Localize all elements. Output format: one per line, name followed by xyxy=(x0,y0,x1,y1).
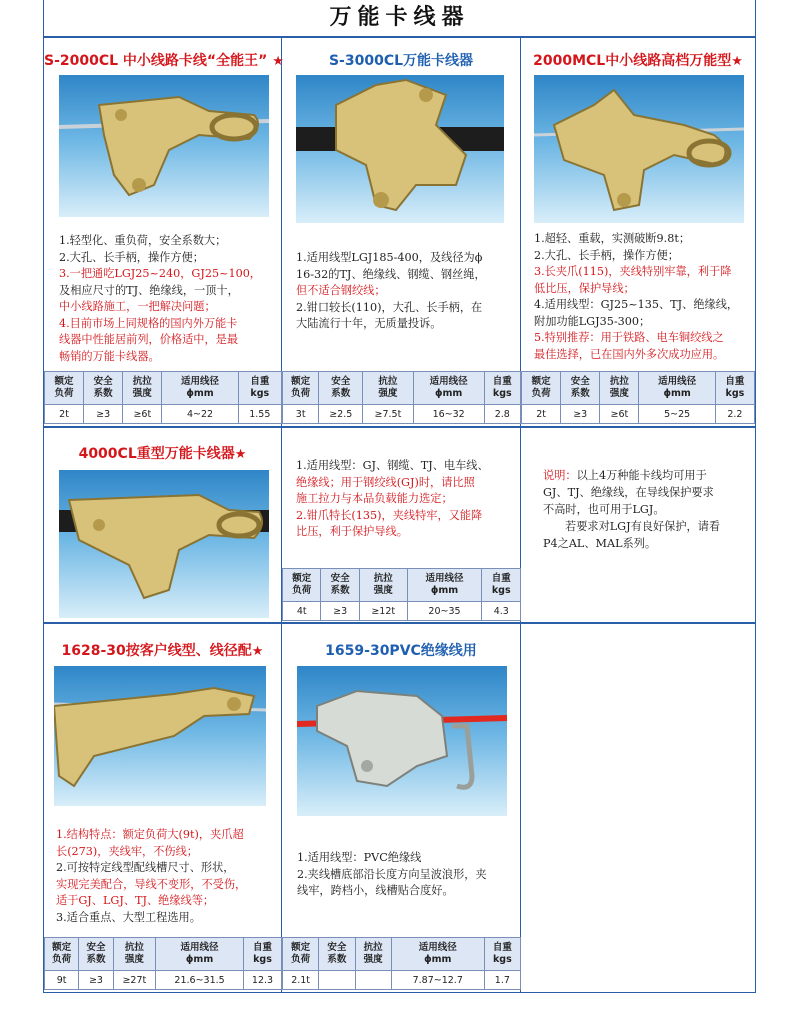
text-label: 若要求对LGJ有良好保护，请看 xyxy=(565,520,721,533)
product-description xyxy=(296,250,511,333)
spec-table xyxy=(44,937,282,990)
product-card xyxy=(44,38,284,426)
text-label: 安全 系数 xyxy=(319,372,363,405)
product-title xyxy=(44,640,281,660)
note-block xyxy=(543,467,748,552)
text-label: 安全 系数 xyxy=(561,372,600,405)
text-label: 4t xyxy=(283,602,321,621)
text-label: 适用线径 ϕmm xyxy=(156,938,244,971)
text-label: ≥2.5 xyxy=(319,405,363,424)
text-label: 3.长夹爪(115)，夹线特别牢靠，利于降 xyxy=(534,265,732,278)
text-label: 抗拉 强度 xyxy=(355,938,391,971)
text-label: 适用线径 ϕmm xyxy=(413,372,484,405)
product-photo xyxy=(297,666,507,816)
text-label: 畅销的万能卡线器。 xyxy=(59,349,160,363)
product-title xyxy=(44,443,281,463)
text-label: ≥3 xyxy=(321,602,359,621)
text-label: 自重 kgs xyxy=(484,938,520,971)
product-title xyxy=(44,50,284,70)
text-label: 及相应尺寸的TJ、绝缘线，一顶十， xyxy=(59,283,239,297)
text-label: 1.55 xyxy=(238,405,281,424)
text-label: 7.87~12.7 xyxy=(391,971,484,990)
text-label: 抗拉 强度 xyxy=(600,372,639,405)
product-photo xyxy=(59,470,269,618)
text-label: ≥3 xyxy=(79,971,113,990)
text-label: 2t xyxy=(522,405,561,424)
text-label: 3.适合重点、大型工程选用。 xyxy=(56,910,201,924)
text-label: 中小线路施工，一把解决问题； xyxy=(59,300,216,313)
text-label: 最佳选择，已在国内外多次成功应用。 xyxy=(534,347,725,361)
text-label: 1.超轻、重载，实测破断9.8t； xyxy=(534,232,691,245)
text-label: 2.钳爪特长(135)，夹线特牢，又能降 xyxy=(296,508,483,522)
text-label: 额定 负荷 xyxy=(283,938,319,971)
spec-table xyxy=(282,937,521,990)
text-label: 2.可按特定线型配线槽尺寸、形状， xyxy=(56,861,235,874)
text-label: 抗拉 强度 xyxy=(123,372,162,405)
text-label: 安全 系数 xyxy=(321,569,359,602)
text-label: 4~22 xyxy=(162,405,238,424)
text-label: 20~35 xyxy=(407,602,482,621)
text-label: 1628-30按客户线型、线径配 xyxy=(61,643,252,659)
product-photo xyxy=(54,666,266,806)
text-label: 适用线径 ϕmm xyxy=(407,569,482,602)
product-card xyxy=(44,428,281,622)
text-label: S-2000CL 中小线路卡线“全能王” xyxy=(44,53,268,69)
text-label: 4.3 xyxy=(482,602,521,621)
text-label: 2.8 xyxy=(484,405,520,424)
text-label: 4.目前市场上同规格的国内外万能卡 xyxy=(59,316,238,330)
spec-table xyxy=(44,371,282,424)
text-label: 21.6~31.5 xyxy=(156,971,244,990)
text-label: 2.夹线槽底部沿长度方向呈波浪形，夹 xyxy=(297,867,487,881)
catalog-frame xyxy=(43,0,756,992)
text-label: 1.适用线型：GJ、钢缆、TJ、电车线、 xyxy=(296,459,489,472)
text-label: 1.7 xyxy=(484,971,520,990)
product-title: 1659-30PVC绝缘线用 xyxy=(325,643,477,659)
text-label: 以上4万种能卡线均可用于 xyxy=(576,469,707,482)
text-label: 低比压，保护导线； xyxy=(534,281,635,295)
text-label: 2.大孔、长手柄，操作方便； xyxy=(534,248,679,262)
text-label: 抗拉 强度 xyxy=(363,372,414,405)
text-label: 附加功能LGJ35-300； xyxy=(534,314,651,328)
text-label xyxy=(319,971,355,990)
text-label: 长(273)，夹线牢，不伤线； xyxy=(56,844,198,858)
text-label: 适用线径 ϕmm xyxy=(391,938,484,971)
text-label: ≥6t xyxy=(600,405,639,424)
text-label: 适用线径 ϕmm xyxy=(162,372,238,405)
text-label: 自重 kgs xyxy=(484,372,520,405)
text-label: 自重 kgs xyxy=(238,372,281,405)
text-label: 额定 负荷 xyxy=(522,372,561,405)
text-label: 线器中性能居前列，价格适中，是最 xyxy=(59,333,239,346)
spec-table xyxy=(521,371,755,424)
text-label: 自重 kgs xyxy=(482,569,521,602)
text-label: 额定 负荷 xyxy=(283,372,319,405)
star-icon: ★ xyxy=(234,447,247,462)
product-description xyxy=(297,850,515,900)
text-label: 比压，利于保护导线。 xyxy=(296,525,408,538)
text-label: 抗拉 强度 xyxy=(359,569,407,602)
text-label: 16-32的TJ、绝缘线、钢缆、钢丝绳， xyxy=(296,267,486,281)
product-description xyxy=(296,458,514,541)
text-label: 安全 系数 xyxy=(319,938,355,971)
text-label: ≥3 xyxy=(561,405,600,424)
text-label: 绝缘线；用于钢绞线(GJ)时，请比照 xyxy=(296,475,475,489)
text-label: 5.特别推荐：用于铁路、电车铜绞线之 xyxy=(534,331,724,344)
product-photo xyxy=(59,75,269,217)
text-label: 实现完美配合，导线不变形，不受伤， xyxy=(56,877,247,891)
text-label: ≥12t xyxy=(359,602,407,621)
spec-table xyxy=(282,568,521,621)
spec-table xyxy=(282,371,521,424)
product-title xyxy=(521,50,755,70)
text-label: 线牢，跨档小，线槽贴合度好。 xyxy=(297,884,454,897)
text-label: 说明： xyxy=(543,469,577,482)
product-photo xyxy=(534,75,744,223)
text-label: ≥3 xyxy=(84,405,123,424)
text-label: 自重 kgs xyxy=(715,372,754,405)
text-label xyxy=(355,971,391,990)
product-title: S-3000CL万能卡线器 xyxy=(328,53,474,69)
text-label: 安全 系数 xyxy=(79,938,113,971)
text-label: 2.钳口较长(110)，大孔、长手柄，在 xyxy=(296,300,483,314)
text-label: 1.结构特点：额定负荷大(9t)，夹爪超 xyxy=(56,828,244,841)
text-label: 额定 负荷 xyxy=(45,938,79,971)
text-label: 自重 kgs xyxy=(244,938,282,971)
text-label: 额定 负荷 xyxy=(45,372,84,405)
text-label: 3.一把通吃LGJ25~240，GJ25~100， xyxy=(59,267,261,280)
product-description xyxy=(59,233,274,365)
product-photo xyxy=(296,75,504,223)
text-label: 大陆流行十年，无质量投诉。 xyxy=(296,317,442,330)
text-label: 抗拉 强度 xyxy=(113,938,155,971)
text-label: 4.适用线型：GJ25~135、TJ、绝缘线， xyxy=(534,298,739,311)
text-label: ≥6t xyxy=(123,405,162,424)
text-label: 1.轻型化、重负荷，安全系数大； xyxy=(59,234,227,247)
text-label: 不高时，也可用于LGJ。 xyxy=(543,503,665,516)
text-label: 2.1t xyxy=(283,971,319,990)
text-label: 2000MCL中小线路高档万能型 xyxy=(533,53,732,69)
text-label: ≥7.5t xyxy=(363,405,414,424)
text-label: 16~32 xyxy=(413,405,484,424)
text-label: P4之AL、MAL系列。 xyxy=(543,537,657,550)
text-label: 适于GJ、LGJ、TJ、绝缘线等； xyxy=(56,894,215,907)
product-description xyxy=(534,231,752,363)
star-icon: ★ xyxy=(272,54,284,69)
text-label: 1.适用线型LGJ185-400，及线径为ϕ xyxy=(296,251,483,264)
text-label: 适用线径 ϕmm xyxy=(639,372,715,405)
text-label: 额定 负荷 xyxy=(283,569,321,602)
star-icon: ★ xyxy=(251,644,264,659)
text-label: 1.适用线型：PVC绝缘线 xyxy=(297,851,422,864)
text-label: 安全 系数 xyxy=(84,372,123,405)
product-card xyxy=(521,38,755,426)
text-label: 但不适合钢绞线； xyxy=(296,284,386,297)
text-label: 2.2 xyxy=(715,405,754,424)
product-card xyxy=(282,38,520,426)
product-description xyxy=(56,827,278,926)
text-label: 施工拉力与本品负载能力选定； xyxy=(296,492,453,505)
text-label: 2t xyxy=(45,405,84,424)
text-label: 4000CL重型万能卡线器 xyxy=(78,446,235,462)
text-label: 9t xyxy=(45,971,79,990)
star-icon: ★ xyxy=(731,54,743,69)
text-label: 5~25 xyxy=(639,405,715,424)
text-label: 2.大孔、长手柄，操作方便； xyxy=(59,250,204,264)
text-label: ≥27t xyxy=(113,971,155,990)
text-label: GJ、TJ、绝缘线，在导线保护要求 xyxy=(543,486,714,499)
text-label: 3t xyxy=(283,405,319,424)
page-title: 万能卡线器 xyxy=(44,0,755,38)
text-label: 12.3 xyxy=(244,971,282,990)
